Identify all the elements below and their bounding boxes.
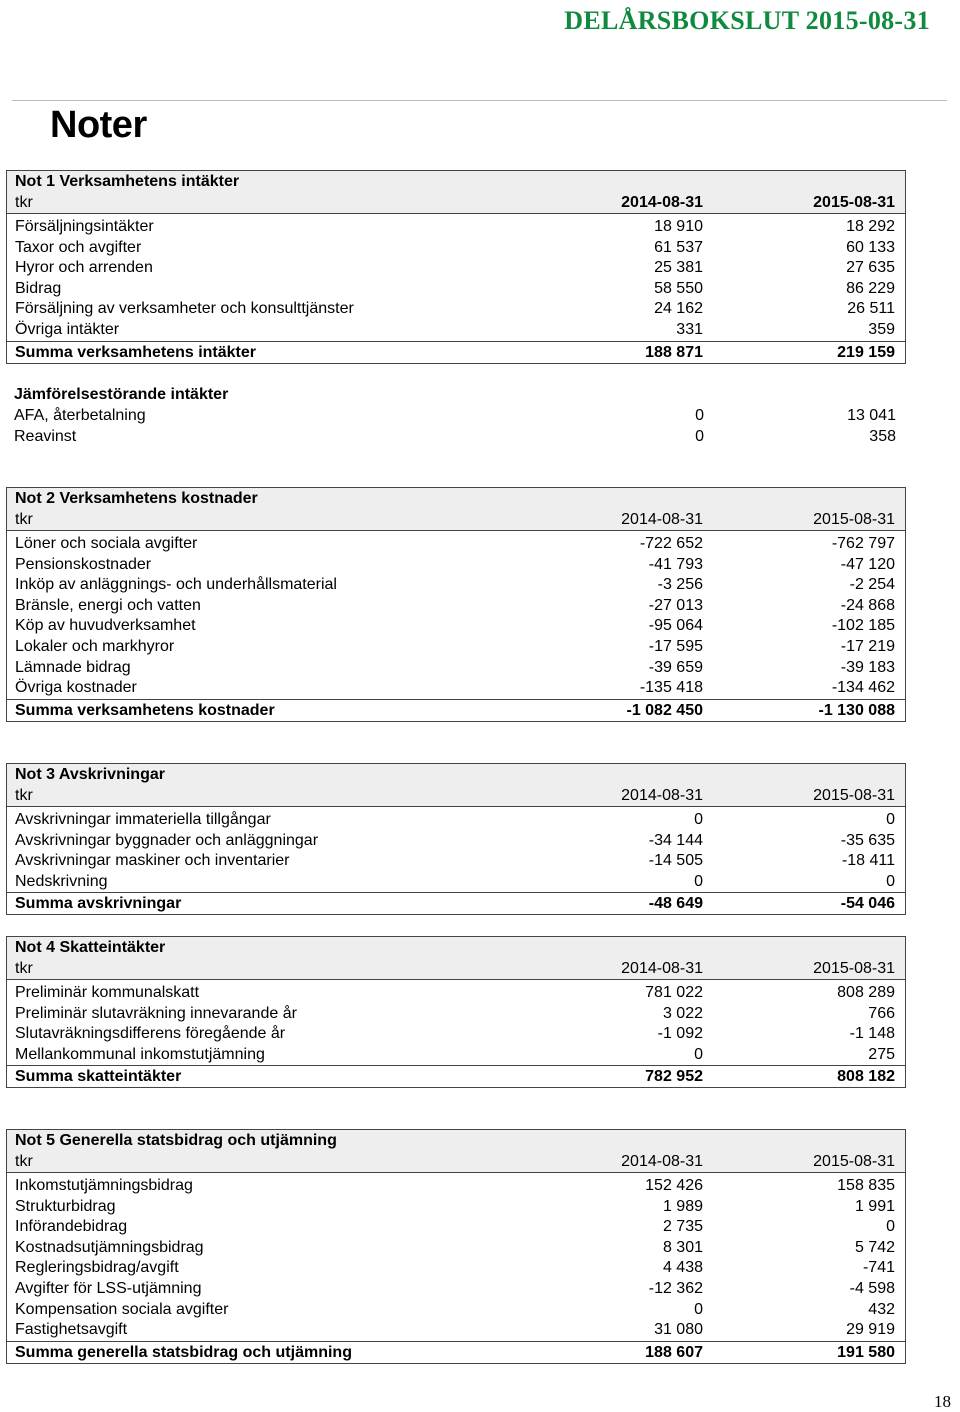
note-3-table (6, 763, 906, 915)
table-row (15, 596, 895, 617)
page-number: 18 (934, 1392, 951, 1411)
table-row (15, 555, 895, 576)
row-value-2015: 158 835 (837, 1177, 895, 1194)
row-label: Försäljningsintäkter (15, 218, 154, 235)
row-value-2014: 152 426 (645, 1177, 703, 1194)
column-header-2014: 2014-08-31 (621, 960, 703, 977)
sum-label: Summa avskrivningar (15, 895, 182, 913)
row-value-2015: 13 041 (847, 407, 896, 424)
unit-label: tkr (15, 511, 33, 528)
table-row (15, 872, 895, 893)
row-value-2015: -102 185 (831, 617, 895, 635)
column-header-2015: 2015-08-31 (813, 1153, 895, 1170)
table-row (15, 831, 895, 852)
sum-value-2015: -1 130 088 (818, 701, 895, 719)
row-value-2014: -34 144 (648, 831, 703, 849)
table-row (14, 405, 896, 426)
sum-value-2015: 191 580 (837, 1343, 895, 1361)
row-value-2014: -1 092 (657, 1025, 703, 1043)
note-4-table (6, 936, 906, 1088)
note-4-header (6, 936, 906, 979)
sum-value-2014: 188 607 (645, 1343, 703, 1361)
row-value-2014: 31 080 (654, 1321, 703, 1339)
row-label: Införandebidrag (15, 1218, 128, 1236)
row-label: Kompensation sociala avgifter (15, 1300, 229, 1318)
note-3-title: Not 3 Avskrivningar (15, 766, 165, 783)
table-row (15, 616, 895, 637)
row-value-2014: 4 438 (662, 1259, 703, 1277)
note-2-header (6, 487, 906, 530)
row-label: Lämnade bidrag (15, 658, 131, 676)
unit-label: tkr (15, 194, 33, 211)
row-label: Fastighetsavgift (15, 1321, 128, 1339)
row-value-2014: 0 (695, 428, 704, 445)
row-value-2014: 2 735 (662, 1218, 703, 1236)
row-value-2014: 0 (695, 407, 704, 424)
note-5-sum-row (6, 1341, 906, 1364)
note-1-table (6, 170, 906, 364)
table-row (15, 851, 895, 872)
row-label: Kostnadsutjämningsbidrag (15, 1238, 204, 1256)
row-value-2014: 24 162 (654, 300, 703, 318)
note-3-rows (6, 806, 906, 892)
row-value-2015: -39 183 (840, 658, 895, 676)
row-value-2015: 0 (886, 811, 895, 828)
row-value-2014: 3 022 (662, 1004, 703, 1022)
table-row (15, 320, 895, 341)
document-header-title: DELÅRSBOKSLUT 2015-08-31 (564, 6, 930, 35)
row-value-2014: -27 013 (648, 596, 703, 614)
note-2-column-headers (15, 509, 895, 530)
sum-value-2015: 219 159 (837, 343, 895, 361)
sum-label: Summa skatteintäkter (15, 1068, 182, 1086)
row-value-2015: -24 868 (840, 596, 895, 614)
row-label: Köp av huvudverksamhet (15, 617, 196, 635)
row-value-2015: 5 742 (854, 1238, 895, 1256)
row-value-2015: 358 (869, 428, 896, 445)
table-row (15, 1045, 895, 1066)
row-value-2014: 25 381 (654, 259, 703, 277)
row-value-2014: -95 064 (648, 617, 703, 635)
row-label: Avskrivningar byggnader och anläggningar (15, 831, 319, 849)
row-value-2015: -47 120 (840, 555, 895, 573)
header-divider (12, 100, 947, 101)
unit-label: tkr (15, 1153, 33, 1170)
row-value-2015: -18 411 (841, 852, 895, 870)
note-5-rows (6, 1172, 906, 1341)
row-value-2015: -35 635 (840, 831, 895, 849)
note-4-sum-row (6, 1065, 906, 1088)
page-title: Noter (50, 104, 147, 146)
note-1-header (6, 170, 906, 213)
table-row (15, 238, 895, 259)
table-row (15, 534, 895, 555)
row-label: Preliminär slutavräkning innevarande år (15, 1004, 297, 1022)
sum-value-2015: 808 182 (837, 1068, 895, 1086)
row-label: Avskrivningar maskiner och inventarier (15, 852, 290, 870)
row-label: Lokaler och markhyror (15, 637, 175, 655)
table-row (14, 426, 896, 447)
row-value-2014: 58 550 (654, 279, 703, 297)
sum-label: Summa generella statsbidrag och utjämning (15, 1343, 352, 1361)
note-3-sum-row (6, 892, 906, 915)
row-value-2014: 61 537 (654, 238, 703, 256)
row-value-2015: -4 598 (849, 1279, 895, 1297)
table-row (15, 299, 895, 320)
row-label: Försäljning av verksamheter och konsulttjänster (15, 300, 354, 318)
note-2-rows (6, 530, 906, 699)
row-label: Övriga kostnader (15, 679, 137, 697)
row-value-2014: 0 (694, 1045, 703, 1063)
row-label: Avskrivningar immateriella tillgångar (15, 811, 271, 828)
table-row (15, 658, 895, 679)
column-header-2014: 2014-08-31 (621, 787, 703, 804)
column-header-2015: 2015-08-31 (813, 960, 895, 977)
sum-value-2014: 188 871 (645, 343, 703, 361)
note-4-column-headers (15, 958, 895, 979)
row-value-2014: 0 (694, 811, 703, 828)
row-label: Pensionskostnader (15, 555, 152, 573)
row-value-2015: 432 (868, 1300, 895, 1318)
row-label: Regleringsbidrag/avgift (15, 1259, 179, 1277)
note-3-header (6, 763, 906, 806)
table-row (15, 258, 895, 279)
row-label: AFA, återbetalning (14, 407, 146, 424)
table-row (15, 1279, 895, 1300)
table-row (15, 575, 895, 596)
table-row (15, 1238, 895, 1259)
sum-label: Summa verksamhetens intäkter (15, 343, 256, 361)
sum-label: Summa verksamhetens kostnader (15, 701, 275, 719)
note-1-rows (6, 213, 906, 341)
row-value-2014: -17 595 (648, 637, 703, 655)
row-label: Inkomstutjämningsbidrag (15, 1177, 193, 1194)
table-row (15, 1197, 895, 1218)
row-label: Övriga intäkter (15, 320, 120, 338)
table-row (15, 1004, 895, 1025)
row-value-2014: -39 659 (648, 658, 703, 676)
row-label: Preliminär kommunalskatt (15, 984, 200, 1001)
table-row (15, 217, 895, 238)
row-label: Löner och sociala avgifter (15, 535, 198, 552)
column-header-2015: 2015-08-31 (813, 511, 895, 528)
sum-value-2014: -48 649 (648, 895, 703, 913)
row-value-2015: -2 254 (849, 576, 895, 594)
table-row (15, 1176, 895, 1197)
row-value-2015: 808 289 (837, 984, 895, 1001)
row-label: Mellankommunal inkomstutjämning (15, 1045, 265, 1063)
row-value-2015: 1 991 (854, 1197, 895, 1215)
table-row (15, 1320, 895, 1341)
table-row (15, 678, 895, 699)
row-value-2015: -1 148 (849, 1025, 895, 1043)
sum-value-2015: -54 046 (840, 895, 895, 913)
table-row (15, 1300, 895, 1321)
unit-label: tkr (15, 787, 33, 804)
note-4-title: Not 4 Skatteintäkter (15, 939, 166, 956)
note-1-sum-row (6, 341, 906, 364)
row-value-2015: -762 797 (831, 535, 895, 552)
row-value-2014: 0 (694, 1300, 703, 1318)
row-label: Slutavräkningsdifferens föregående år (15, 1025, 286, 1043)
row-label: Avgifter för LSS-utjämning (15, 1279, 202, 1297)
row-value-2014: 18 910 (654, 218, 703, 235)
row-label: Hyror och arrenden (15, 259, 153, 277)
row-value-2015: 0 (886, 872, 895, 890)
note-2-title: Not 2 Verksamhetens kostnader (15, 490, 258, 507)
row-value-2014: 781 022 (645, 984, 703, 1001)
unit-label: tkr (15, 960, 33, 977)
row-value-2015: 86 229 (846, 279, 895, 297)
table-row (15, 810, 895, 831)
row-value-2015: 0 (886, 1218, 895, 1236)
row-value-2014: -14 505 (648, 852, 703, 870)
comparison-title: Jämförelsestörande intäkter (14, 386, 229, 403)
table-row (15, 279, 895, 300)
note-5-title: Not 5 Generella statsbidrag och utjämning (15, 1132, 337, 1149)
row-label: Reavinst (14, 428, 77, 445)
row-value-2014: -12 362 (648, 1279, 703, 1297)
column-header-2014: 2014-08-31 (621, 194, 703, 211)
note-2-sum-row (6, 699, 906, 722)
row-value-2015: 27 635 (846, 259, 895, 277)
row-value-2015: 275 (868, 1045, 895, 1063)
sum-value-2014: 782 952 (645, 1068, 703, 1086)
row-value-2015: 359 (868, 320, 895, 338)
row-value-2014: 8 301 (662, 1238, 703, 1256)
row-value-2014: -722 652 (639, 535, 703, 552)
note-5-table (6, 1129, 906, 1364)
row-value-2015: 18 292 (846, 218, 895, 235)
row-label: Strukturbidrag (15, 1197, 116, 1215)
note-3-column-headers (15, 785, 895, 806)
row-label: Nedskrivning (15, 872, 108, 890)
row-value-2015: 29 919 (846, 1321, 895, 1339)
row-value-2015: 766 (868, 1004, 895, 1022)
table-row (15, 637, 895, 658)
row-value-2014: 331 (676, 320, 703, 338)
row-value-2014: -41 793 (648, 555, 703, 573)
note-2-table (6, 487, 906, 722)
table-row (15, 1024, 895, 1045)
note-5-header (6, 1129, 906, 1172)
note-5-column-headers (15, 1151, 895, 1172)
row-value-2015: -17 219 (840, 637, 895, 655)
column-header-2015: 2015-08-31 (813, 787, 895, 804)
row-value-2014: -135 418 (639, 679, 703, 697)
note-1-title: Not 1 Verksamhetens intäkter (15, 173, 240, 190)
table-row (15, 1258, 895, 1279)
row-value-2014: -3 256 (657, 576, 703, 594)
row-value-2014: 0 (694, 872, 703, 890)
row-value-2015: 60 133 (846, 238, 895, 256)
table-row (15, 1217, 895, 1238)
row-label: Bränsle, energi och vatten (15, 596, 201, 614)
row-value-2015: 26 511 (847, 300, 895, 318)
sum-value-2014: -1 082 450 (626, 701, 703, 719)
row-label: Bidrag (15, 279, 62, 297)
table-row (15, 983, 895, 1004)
column-header-2014: 2014-08-31 (621, 511, 703, 528)
note-1-column-headers (15, 192, 895, 213)
row-label: Inköp av anläggnings- och underhållsmaterial (15, 576, 337, 594)
note-4-rows (6, 979, 906, 1065)
row-value-2015: -741 (862, 1259, 895, 1277)
row-value-2015: -134 462 (831, 679, 895, 697)
row-label: Taxor och avgifter (15, 238, 142, 256)
comparison-income-block (14, 384, 896, 447)
column-header-2014: 2014-08-31 (621, 1153, 703, 1170)
column-header-2015: 2015-08-31 (813, 194, 895, 211)
row-value-2014: 1 989 (662, 1197, 703, 1215)
